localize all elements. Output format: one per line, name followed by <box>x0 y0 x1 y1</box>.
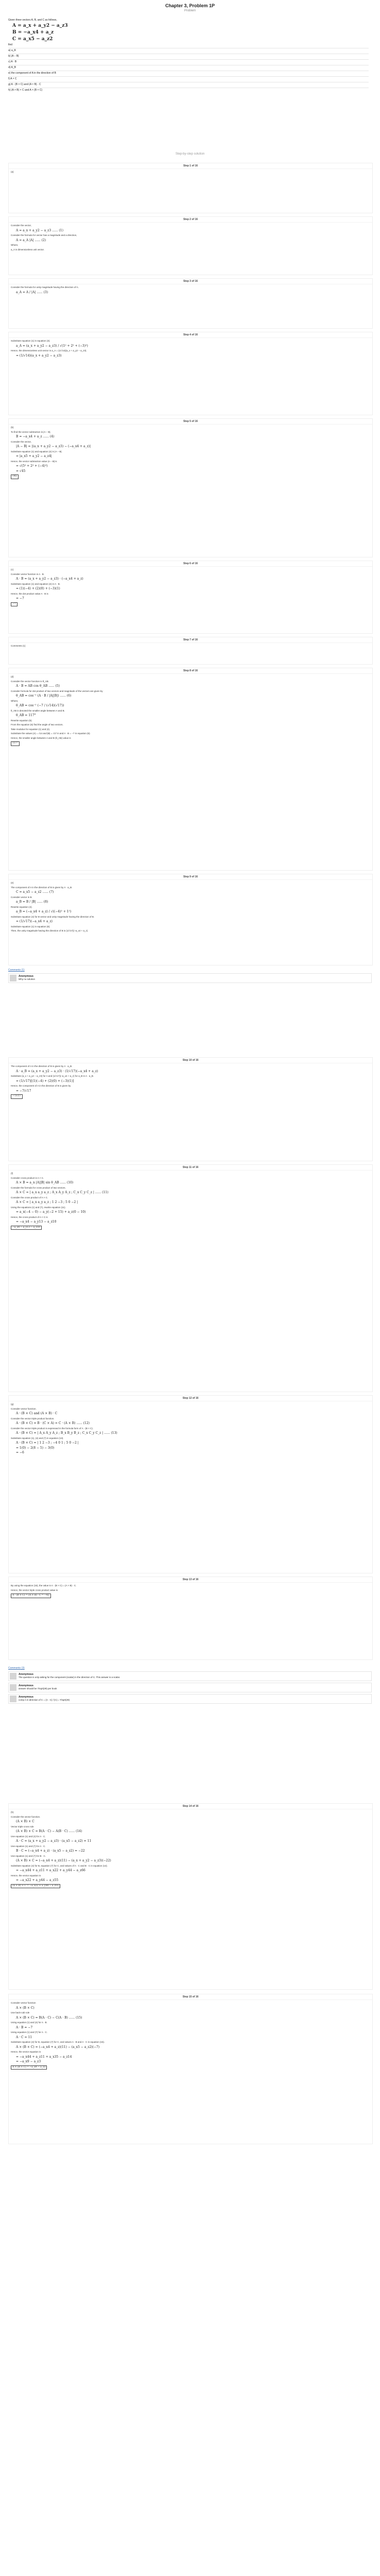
step-body <box>9 567 372 608</box>
step-title: Step 3 of 16 <box>9 279 372 284</box>
solution-step <box>8 1803 373 1990</box>
step-equation: A · (B × C) = B · (C × A) = C · (A × B) ...... (12) <box>16 1421 90 1425</box>
step-text: Substitute equation (4) for B, equation (7) for C, and values A · B and A · C in equation (15). <box>11 2041 105 2043</box>
user-avatar-icon <box>10 1684 16 1691</box>
step-body <box>9 338 372 361</box>
step-body <box>9 284 372 297</box>
step-title: Step 12 of 16 <box>9 1396 372 1401</box>
step-text: Vector triple cross rule <box>11 1825 34 1828</box>
step-text: Consider the formula for vector has a magnitude and a direction, <box>11 234 77 236</box>
step-text: Use back-cab rule <box>11 2011 30 2014</box>
step-text: Hence, the vector equation is <box>11 2050 41 2053</box>
solution-step <box>8 874 373 965</box>
solution-step <box>8 1994 373 2144</box>
step-text: Substitute equation (1) and equation (4) in |A − B|. <box>11 450 62 453</box>
step-body <box>9 1171 372 1231</box>
step-text: Consider the formula for cross product of two vectors. <box>11 1186 66 1189</box>
step-equation: A = a_A |A| ...... (2) <box>16 238 46 242</box>
step-equation: θ_AB = 117° <box>16 714 36 717</box>
step-equation: A · (B × C) and (A × B) · C <box>16 1412 58 1415</box>
solution-step <box>8 1577 373 1660</box>
solution-step <box>8 561 373 634</box>
step-text: Consider the formula for unity magnitude having the direction of A. <box>11 286 79 289</box>
step-text: θ_AB is denoted the smaller angle between A and B. <box>11 709 65 712</box>
step-text: Substitute (a_x + a_y2 − a_z3) for A and (1/√17)(−a_x4 + a_z) for a_B in A · a_B. <box>11 1075 94 1077</box>
step-text: Consider vector function is A · B. <box>11 572 45 575</box>
step-text: Consider the cross product of A × C. <box>11 1196 48 1199</box>
step-equation: = (1/√17)[(1)(−4) + (2)(0) + (−3)(1)] <box>16 1079 74 1083</box>
step-equation: A · B = (a_x + a_y2 − a_z3) · (−a_x4 + a_z) <box>16 577 83 581</box>
step-text: Consider formula for dot product of two vectors and magnitude of the vectors are given by <box>11 689 103 692</box>
problem-label: Problem <box>184 9 196 12</box>
step-text: Hence, the dot product value A · B is <box>11 592 48 595</box>
comments-section <box>8 1667 372 1705</box>
solution-step <box>8 418 373 557</box>
solution-step <box>8 278 373 329</box>
step-equation: B = −a_x4 + a_z ...... (4) <box>16 435 55 438</box>
step-text: Hence, the vector triple cross product value is <box>11 1588 58 1591</box>
step-text: Rewrite equation (5). <box>11 719 32 722</box>
problem-part: f) A × C <box>8 76 369 82</box>
problem-parts-list <box>8 48 369 93</box>
step-equation: = |a_x5 + a_y2 − a_z4| <box>16 454 52 458</box>
step-equation: A × (B × C) = B(A · C) − C(A · B) ...... (15) <box>16 2015 82 2020</box>
problem-part: a) a_A <box>8 48 369 54</box>
step-equation: = −a_x9 − a_z3 <box>16 2060 41 2063</box>
step-equation: A × (B × C) = (−a_x4 + a_z)(11) − (a_x5 − a_z2)(−7) <box>16 2045 100 2049</box>
problem-part: b) |A − B| <box>8 54 369 59</box>
step-body <box>9 880 372 936</box>
step-text: Substitute equation (1) in equation (3). <box>11 340 50 342</box>
step-equation: A · (B × C) = | 1 2 −3 ; −4 0 1 ; 5 0 −2 | <box>16 1441 79 1445</box>
step-equation: = −7/√17 <box>16 1089 31 1093</box>
step-text: Substitute equation (4) for B vector and unity magnitude having the direction of B. <box>11 915 95 918</box>
step-body <box>9 1583 372 1600</box>
step-equation: (A × B) × C = B(A · C) − A(B · C) ...... (14) <box>16 1829 82 1833</box>
comments-link[interactable]: Comments (3) <box>8 1667 25 1670</box>
problem-intro: Given three vectors A, B, and C as follows, <box>8 19 57 22</box>
step-equation: B · C = (−a_x4 + a_z) · (a_x5 − a_z2) = −22 <box>16 1849 85 1853</box>
step-text: Hence, the vector equation is <box>11 1874 41 1877</box>
step-body <box>9 1809 372 1890</box>
solution-step <box>8 1057 373 1161</box>
step-equation: A · C = 11 <box>16 2035 32 2039</box>
page-title: Chapter 3, Problem 1P <box>165 3 215 8</box>
step-text: Rewrite equation (4). <box>11 905 32 908</box>
step-part-label: (h) <box>11 1811 14 1814</box>
step-part-label: (c) <box>11 568 14 571</box>
step-text: Hence, the vector subtraction value |A − B| is <box>11 460 57 463</box>
step-part-label: (a) <box>11 171 14 173</box>
step-text: Substitute equation (1) and equation (4) in A · B. <box>11 582 61 585</box>
step-equation: = −6 <box>16 1451 24 1454</box>
user-avatar-icon <box>10 1696 16 1702</box>
step-text: Using the equations (1) and (7), rewrite equation (11). <box>11 1206 66 1209</box>
solution-step <box>8 637 373 665</box>
step-text: Consider cross product is A × C. <box>11 1176 44 1179</box>
solution-step <box>8 216 373 275</box>
step-answer-box: −a_x4 − a_y13 − a_z10 <box>11 1226 42 1230</box>
step-text: Take modulus for equation (1) and (4). <box>11 727 50 731</box>
step-answer-box: 117° <box>11 741 20 746</box>
step-title: Step 1 of 16 <box>9 163 372 169</box>
comment-author: Anonymous <box>19 1684 33 1687</box>
step-text: Consider vector function <box>11 2002 36 2004</box>
step-equation: = −a_x22 + a_y44 − a_z55 <box>16 1878 59 1882</box>
step-equation: = −a_x44 + a_z11 + a_x22 + a_y44 − a_z66 <box>16 1869 85 1872</box>
step-body <box>9 674 372 748</box>
step-title: Step 8 of 16 <box>9 668 372 674</box>
step-equation: = √45 <box>16 469 26 473</box>
step-title: Step 9 of 16 <box>9 874 372 880</box>
step-body <box>9 425 372 481</box>
step-title: Step 4 of 16 <box>9 332 372 338</box>
step-title: Step 7 of 16 <box>9 637 372 643</box>
step-text: Where, <box>11 699 19 702</box>
step-equation: A · B = −7 <box>16 2025 33 2029</box>
step-equation: = 1(0) − 2(8 − 5) − 3(0) <box>16 1446 55 1450</box>
step-answer-box: √45 <box>11 474 19 479</box>
step-text: Consider the vector triple product function. <box>11 1417 55 1420</box>
user-avatar-icon <box>10 1673 16 1680</box>
comment-item <box>8 1683 372 1692</box>
step-body <box>9 223 372 254</box>
step-text: By using the equation (15), the value is A · (B × C) = (A × B) · C. <box>11 1584 77 1587</box>
vector-c-definition: C = a_x5 − a_z2 <box>12 37 53 42</box>
comment-item <box>8 1694 372 1704</box>
step-equation: = −a_x44 + a_z11 + a_x35 − a_z14 <box>16 2055 72 2059</box>
step-equation: = (1/√14)(a_x + a_y2 − a_z3) <box>16 353 62 358</box>
comment-text: The question is only asking for the component (scalar) in the direction of C. This answer is a scalar. <box>19 1676 120 1679</box>
step-text: Substitute equation (4) for B, equation (7) for C, and values of A · C and B · C in equation (14). <box>11 1864 108 1867</box>
step-answer-box: −7 <box>11 602 18 607</box>
step-equation: A × B = a_n |A||B| sin θ_AB ...... (10) <box>16 1181 74 1184</box>
step-body <box>9 643 372 651</box>
comment-item <box>8 1671 372 1681</box>
step-text: Use equation (1) and (7) for A · C. <box>11 1844 46 1848</box>
comment-author: Anonymous <box>19 975 33 978</box>
step-equation: |A − B| = |(a_x + a_y2 − a_z3) − (−a_x4 + a_z)| <box>16 445 91 448</box>
solution-step <box>8 163 373 213</box>
solution-divider: Step-by-step solution <box>175 152 205 156</box>
step-text: Then, the unity magnitude having the direction of B is (1/√17)(−a_x4 + a_z). <box>11 929 89 932</box>
step-part-label: (g) <box>11 1403 14 1405</box>
problem-part: h) (A × B) × C and A × (B × C) <box>8 88 369 93</box>
step-equation: a_B = (−a_x4 + a_z) / √((−4)² + 1²) <box>16 910 72 913</box>
step-text: The component of A in the direction of B is given by A · a_B. <box>11 1065 73 1067</box>
step-text: Consider the vector triple product is expressed in the formula form of A · (B × C). <box>11 1427 93 1430</box>
step-equation: (A × B) × C = (−a_x4 + a_z)(11) − (a_x + a_y2 − a_z3)(−22) <box>16 1859 111 1862</box>
step-text: Consider the vector, <box>11 440 32 443</box>
step-text: Substitute equation (1), (4) and (7) in equation (13). <box>11 1436 64 1439</box>
comment-text: Why no solution <box>19 978 36 980</box>
problem-part: g) A · (B × C) and (A × B) · C <box>8 82 369 88</box>
step-equation: A · B = AB cos θ_AB ...... (5) <box>16 684 60 688</box>
user-avatar-icon <box>10 975 16 981</box>
comment-text: answer should be 7/sqrt(29) per book <box>19 1687 57 1690</box>
problem-statement <box>8 19 369 94</box>
step-equation: A · (B × C) = | A_x A_y A_z ; B_x B_y B_z ; C_x C_y C_z | ...... (13) <box>16 1431 117 1435</box>
comments-link[interactable]: Comments (1) <box>8 969 25 972</box>
step-part-label: (b) <box>11 426 14 429</box>
problem-part: d) A_B <box>8 65 369 71</box>
find-label: find <box>8 43 13 46</box>
step-body <box>9 169 372 177</box>
step-equation: A · C = (a_x + a_y2 − a_z3) · (a_x5 − a_z2) = 11 <box>16 1839 92 1843</box>
step-text: Consider vector function. <box>11 1407 37 1410</box>
step-equation: = (1/√17)(−a_x4 + a_z) <box>16 920 53 923</box>
comment-author: Anonymous <box>19 1673 33 1676</box>
step-equation: A × C = | a_x a_y a_z ; 1 2 −3 ; 5 0 −2 | <box>16 1200 78 1204</box>
comment-item <box>8 973 372 983</box>
step-equation: (A × B) × C <box>16 1820 34 1823</box>
step-equation: = a_x(−4 − 0) − a_y(−2 + 15) + a_z(0 − 10) <box>16 1210 86 1214</box>
step-text: Comments (1) <box>11 645 26 647</box>
step-equation: = √(5² + 2² + (−4)²) <box>16 464 48 468</box>
step-title: Step 15 of 16 <box>9 1994 372 2000</box>
step-body <box>9 2000 372 2071</box>
step-equation: = −a_x4 − a_y13 − a_z10 <box>16 1220 57 1224</box>
step-part-label: (e) <box>11 882 14 884</box>
step-text: Hence, the dimensionless unit vector is a_A = (1/√14)(a_x + a_y2 − a_z3). <box>11 349 87 352</box>
step-text: To find the vector subtraction is |A − B|. <box>11 430 51 433</box>
vector-a-definition: A = a_x + a_y2 − a_z3 <box>12 23 68 28</box>
step-title: Step 13 of 16 <box>9 1577 372 1583</box>
step-title: Step 10 of 16 <box>9 1058 372 1063</box>
problem-part: c) A · B <box>8 59 369 65</box>
step-equation: a_B = B / |B| ...... (8) <box>16 900 48 904</box>
solution-step <box>8 332 373 415</box>
step-equation: a_A = A / |A| ...... (3) <box>16 290 48 294</box>
step-text: Use equation (1) and (4) for A · C. <box>11 1835 46 1838</box>
step-text: Where, <box>11 244 19 246</box>
step-body <box>9 1063 372 1100</box>
vector-b-definition: B = −a_x4 + a_z <box>12 30 54 35</box>
step-title: Step 14 of 16 <box>9 1804 372 1809</box>
step-body <box>9 1401 372 1458</box>
step-equation: A · a_B = (a_x + a_y2 − a_z3) · (1/√17)(−a_x4 + a_z) <box>16 1069 98 1073</box>
solution-step <box>8 1395 373 1573</box>
step-text: Use equation (1) and (7) for B · C. <box>11 1854 46 1857</box>
step-equation: = −7 <box>16 597 24 600</box>
step-title: Step 2 of 16 <box>9 217 372 223</box>
step-text: Hence, the component of A in the direction of B is given by <box>11 1084 71 1087</box>
step-equation: θ_AB = cos⁻¹ (A · B / |A||B|) ...... (6) <box>16 694 72 698</box>
solution-step <box>8 668 373 871</box>
step-part-label: (d) <box>11 675 14 678</box>
step-equation: A × C = | a_x a_y a_z ; A_x A_y A_z ; C_x C_y C_z | ...... (11) <box>16 1191 109 1194</box>
step-text: Using equation (1) and (7) for A · C. <box>11 2031 48 2033</box>
step-title: Step 5 of 16 <box>9 419 372 425</box>
step-text: Hence, the cross product of A × C is <box>11 1215 48 1218</box>
step-answer-box: A · (B × C) = (A × B) · C = −42 <box>11 1594 51 1598</box>
step-equation: = (1)(−4) + (2)(0) + (−3)(1) <box>16 587 60 590</box>
step-text: a_A is dimensionless unit vector. <box>11 248 45 251</box>
step-equation: A × (B × C) <box>16 2006 34 2010</box>
step-answer-box: −7/√17 <box>11 1094 23 1099</box>
step-title: Step 6 of 16 <box>9 561 372 567</box>
step-text: Consider the vector function is θ_AB. <box>11 680 49 683</box>
step-equation: a_A = (a_x + a_y2 − a_z3) / √(1² + 2² + (−3)²) <box>16 344 88 348</box>
step-answer-box: A × (B × C) = −a_x9 − a_z3 <box>11 2065 47 2070</box>
step-part-label: (f) <box>11 1172 13 1175</box>
step-text: Consider the vector, <box>11 224 32 227</box>
step-text: Using equation (1) and (4) for A · B. <box>11 2021 47 2024</box>
step-text: From the equation (6) find the angle of two vectors. <box>11 723 63 726</box>
step-text: The component of A in the direction of B is given by A · a_B. <box>11 886 73 889</box>
step-text: Substitute equation (1) in equation (8). <box>11 925 50 928</box>
step-text: Consider vector in B. <box>11 895 32 899</box>
comment-text: comp A in direction of C = (A · C) / |C| = 7/sqrt(29) <box>19 1699 70 1701</box>
step-answer-box: (A × B) × C = −a_x22 + a_y44 − a_z55 <box>11 1884 60 1889</box>
step-text: Hence, the smaller angle between A and B (θ_AB) value is <box>11 736 71 739</box>
step-text: Consider the vector function. <box>11 1815 41 1818</box>
step-equation: A = a_x + a_y2 − a_z3 ...... (1) <box>16 228 63 232</box>
comments-section <box>8 969 372 985</box>
step-title: Step 11 of 16 <box>9 1165 372 1171</box>
solution-step <box>8 1164 373 1392</box>
step-equation: θ_AB = cos⁻¹ (−7 / (√14)(√17)) <box>16 704 64 707</box>
comment-author: Anonymous <box>19 1696 33 1699</box>
step-text: Substitute the values |A| = √14 and |B| = √17 in and A · B = −7 in equation (6). <box>11 732 91 735</box>
step-equation: C = a_x5 − a_z2 ...... (7) <box>16 890 54 894</box>
problem-part: e) the component of A in the direction of B <box>8 71 369 76</box>
